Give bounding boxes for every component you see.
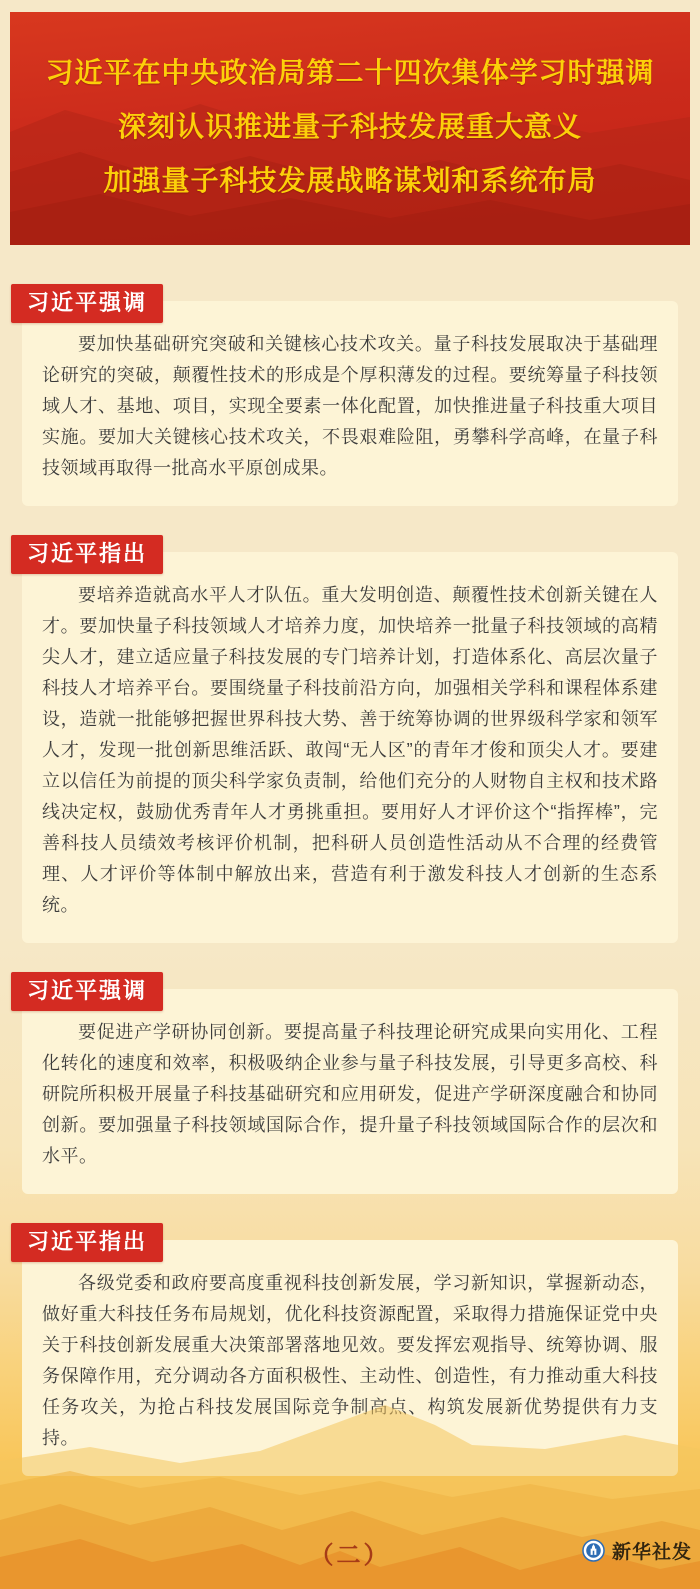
section-1-label-tag: 习近平强调 <box>11 284 163 323</box>
section-3-label-tag: 习近平强调 <box>11 972 163 1011</box>
title-banner <box>10 12 690 245</box>
section-4-label-tag: 习近平指出 <box>11 1223 163 1262</box>
section-3 <box>22 978 678 1194</box>
section-2 <box>22 541 678 943</box>
banner-title-line-2: 深刻认识推进量子科技发展重大意义 <box>117 110 582 142</box>
section-3-text-box <box>22 989 678 1194</box>
section-1 <box>22 290 678 506</box>
section-1-body-text: 要加快基础研究突破和关键核心技术攻关。量子科技发展取决于基础理论研究的突破，颠覆性技术的形成是个厚积薄发的过程。要统筹量子科技领域人才、基地、项目，实现全要素一体化配置，加快推进量子科技重大项目实施。要加大关键核心技术攻关，不畏艰难险阻，勇攀科学高峰，在量子科技领域再取得一批高水平原创成果。 <box>42 334 658 478</box>
banner-title-line-3: 加强量子科技发展战略谋划和系统布局 <box>103 164 597 196</box>
section-1-text-box <box>22 301 678 506</box>
news-agency-credit <box>582 1537 692 1564</box>
credit-label: 新华社发 <box>611 1542 692 1563</box>
section-2-label-tag: 习近平指出 <box>11 535 163 574</box>
section-2-text-box <box>22 552 678 943</box>
banner-title-block <box>10 12 690 245</box>
footer-bar <box>0 1535 700 1569</box>
section-3-body-text: 要促进产学研协同创新。要提高量子科技理论研究成果向实用化、工程化转化的速度和效率，积极吸纳企业参与量子科技发展，引导更多高校、科研院所积极开展量子科技基础研究和应用研发，促进产学研深度融合和协同创新。要加强量子科技领域国际合作，提升量子科技领域国际合作的层次和水平。 <box>42 1022 658 1166</box>
banner-title-line-1: 习近平在中央政治局第二十四次集体学习时强调 <box>45 56 655 88</box>
section-2-body-text: 要培养造就高水平人才队伍。重大发明创造、颠覆性技术创新关键在人才。要加快量子科技领域人才培养力度，加快培养一批量子科技领域的高精尖人才，建立适应量子科技发展的专门培养计划，打造体系化、高层次量子科技人才培养平台。要围绕量子科技前沿方向，加强相关学科和课程体系建设，造就一批能够把握世界科技大势、善于统筹协调的世界级科学家和领军人才，发现一批创新思维活跃、敢闯“无人区”的青年才俊和顶尖人才。要建立以信任为前提的顶尖科学家负责制，给他们充分的人财物自主权和技术路线决定权，鼓励优秀青年人才勇挑重担。要用好人才评价这个“指挥棒”，完善科技人员绩效考核评价机制，把科研人员创造性活动从不合理的经费管理、人才评价等体制中解放出来，营造有利于激发科技人才创新的生态系统。 <box>42 585 658 915</box>
xinhua-logo-icon <box>582 1539 605 1562</box>
section-4-body-text: 各级党委和政府要高度重视科技创新发展，学习新知识，掌握新动态，做好重大科技任务布局规划，优化科技资源配置，采取得力措施保证党中央关于科技创新发展重大决策部署落地见效。要发挥宏观指导、统筹协调、服务保障作用，充分调动各方面积极性、主动性、创造性，有力推动重大科技任务攻关，为抢占科技发展国际竞争制高点、构筑发展新优势提供有力支持。 <box>42 1273 658 1448</box>
page-number: （二） <box>309 1542 391 1569</box>
